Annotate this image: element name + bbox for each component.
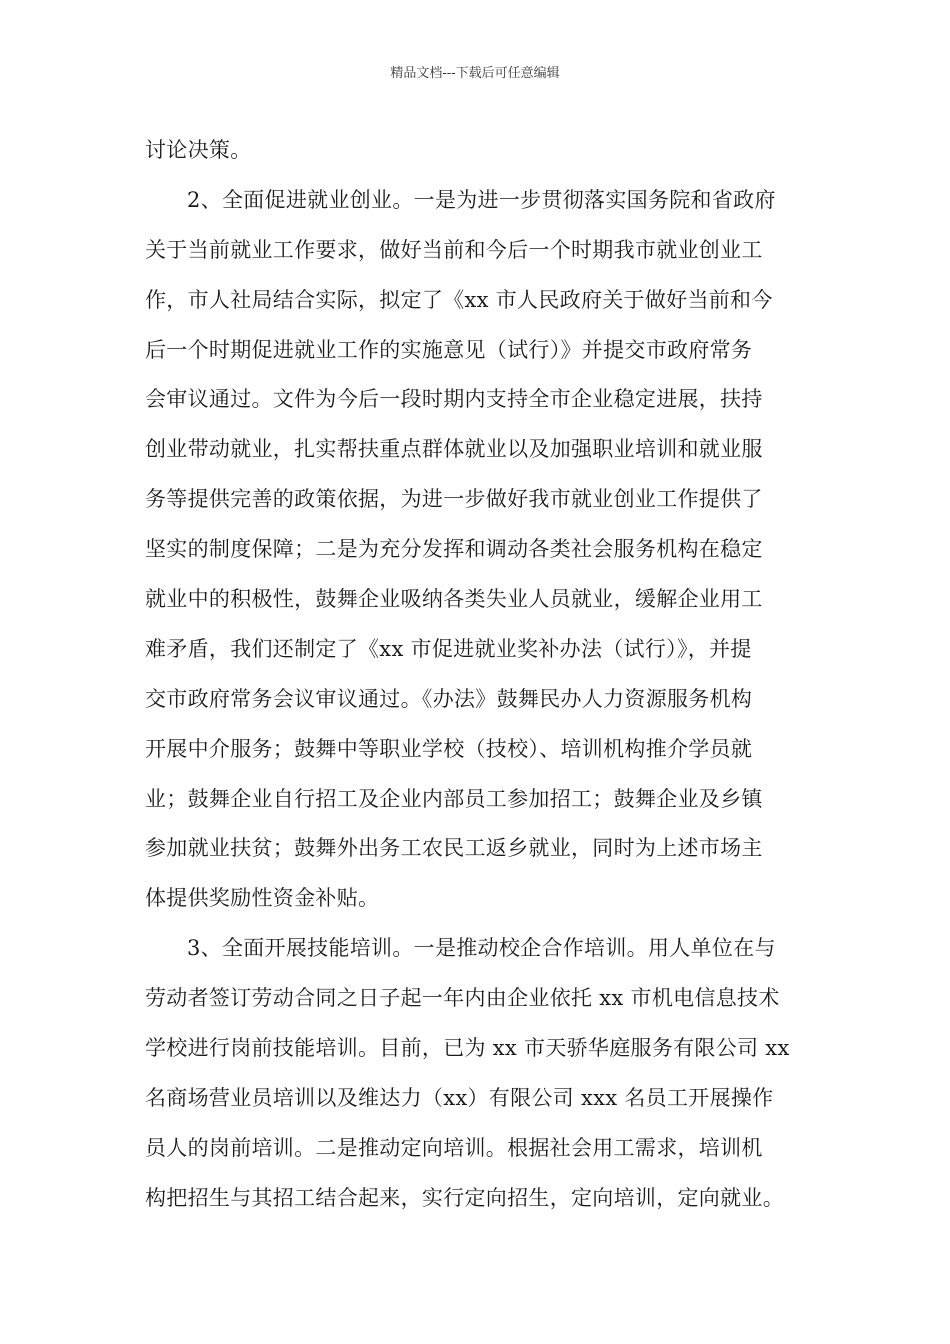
page-header: 精品文档---下载后可任意编辑 <box>390 66 560 81</box>
text-line: 难矛盾，我们还制定了《xx 市促进就业奖补办法（试行）》，并提 <box>145 636 752 661</box>
text-line: 构把招生与其招工结合起来，实行定向招生，定向培训，定向就业。 <box>145 1185 784 1210</box>
text-line: 后一个时期促进就业工作的实施意见（试行）》并提交市政府常务 <box>145 337 753 362</box>
text-line: 关于当前就业工作要求，做好当前和今后一个时期我市就业创业工 <box>145 237 763 262</box>
text-line: 学校进行岗前技能培训。目前，已为 xx 市天骄华庭服务有限公司 xx <box>145 1036 790 1061</box>
text-line: 交市政府常务会议审议通过。《办法》鼓舞民办人力资源服务机构 <box>145 686 753 711</box>
text-line: 开展中介服务；鼓舞中等职业学校（技校）、培训机构推介学员就 <box>145 736 753 761</box>
text-line: 就业中的积极性，鼓舞企业吸纳各类失业人员就业，缓解企业用工 <box>145 587 763 612</box>
text-line-paragraph-start: 2、全面促进就业创业。一是为进一步贯彻落实国务院和省政府 <box>187 187 776 212</box>
text-line: 作，市人社局结合实际，拟定了《xx 市人民政府关于做好当前和今 <box>145 287 773 312</box>
text-line: 业；鼓舞企业自行招工及企业内部员工参加招工；鼓舞企业及乡镇 <box>145 786 763 811</box>
text-line: 坚实的制度保障；二是为充分发挥和调动各类社会服务机构在稳定 <box>145 537 763 562</box>
text-line: 务等提供完善的政策依据，为进一步做好我市就业创业工作提供了 <box>145 487 763 512</box>
text-line: 体提供奖励性资金补贴。 <box>145 886 380 911</box>
text-line: 创业带动就业，扎实帮扶重点群体就业以及加强职业培训和就业服 <box>145 437 763 462</box>
text-line: 劳动者签订劳动合同之日子起一年内由企业依托 xx 市机电信息技术 <box>145 986 780 1011</box>
text-line: 员人的岗前培训。二是推动定向培训。根据社会用工需求，培训机 <box>145 1135 763 1160</box>
document-body <box>145 130 825 1228</box>
text-line-paragraph-start: 3、全面开展技能培训。一是推动校企合作培训。用人单位在与 <box>187 936 776 961</box>
text-line: 讨论决策。 <box>145 138 252 162</box>
text-line: 名商场营业员培训以及维达力（xx）有限公司 xxx 名员工开展操作 <box>145 1085 774 1110</box>
text-line: 会审议通过。文件为今后一段时期内支持全市企业稳定进展，扶持 <box>145 387 763 412</box>
text-line: 参加就业扶贫；鼓舞外出务工农民工返乡就业，同时为上述市场主 <box>145 836 763 861</box>
